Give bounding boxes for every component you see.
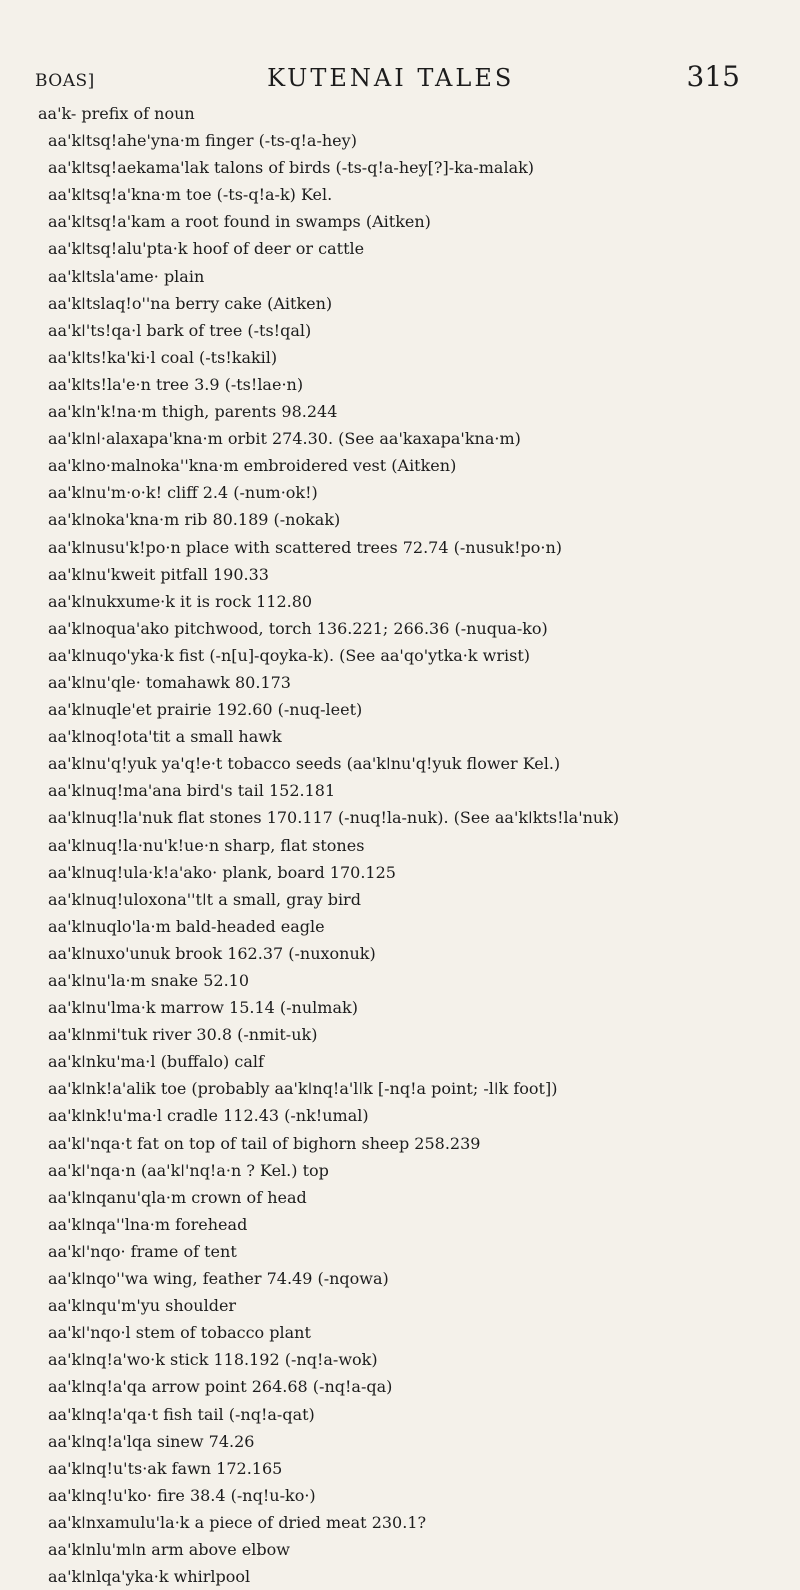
dictionary-entry: aa'kǀ'nqo·l stem of tobacco plant — [48, 1323, 311, 1343]
dictionary-entry: aa'kǀnu'q!yuk ya'q!e·t tobacco seeds (aa'kǀnu'q!yuk flower Kel.) — [48, 754, 561, 774]
dictionary-entry: aa'kǀtslaq!o''na berry cake (Aitken) — [48, 293, 333, 313]
dictionary-entry: aa'kǀ'nqa·t fat on top of tail of bighorn sheep 258.239 — [48, 1133, 481, 1153]
dictionary-entry: aa'kǀtsq!a'kam a root found in swamps (Aitken) — [48, 212, 431, 232]
dictionary-entry: aa'kǀnqa''lna·m forehead — [48, 1214, 248, 1234]
dictionary-entry: aa'kǀnuxo'unuk brook 162.37 (-nuxonuk) — [48, 943, 376, 963]
dictionary-entry: aa'kǀn'k!na·m thigh, parents 98.244 — [48, 402, 338, 422]
dictionary-entry: aa'kǀnuq!uloxona''tǀt a small, gray bird — [48, 889, 361, 909]
dictionary-entry: aa'kǀnq!a'wo·k stick 118.192 (-nq!a-wok) — [48, 1350, 378, 1370]
dictionary-entry: aa'kǀnk!u'ma·l cradle 112.43 (-nk!umal) — [48, 1106, 369, 1126]
dictionary-entry: aa'kǀnq!a'lqa sinew 74.26 — [48, 1431, 255, 1451]
dictionary-entry: aa'kǀnoqua'ako pitchwood, torch 136.221; 266.36 (-nuqua-ko) — [48, 618, 548, 638]
book-title: KUTENAI TALES — [267, 64, 515, 92]
author-label: BOAS] — [35, 71, 95, 91]
dictionary-entry: aa'kǀnu'qle· tomahawk 80.173 — [48, 672, 291, 692]
dictionary-entry: aa'kǀ'nqo· frame of tent — [48, 1241, 237, 1261]
dictionary-entry: aa'kǀtsq!ahe'yna·m finger (-ts-q!a-hey) — [48, 131, 357, 151]
dictionary-entry: aa'kǀtsq!a'kna·m toe (-ts-q!a-k) Kel. — [48, 185, 333, 205]
dictionary-entry: aa'kǀnu'lma·k marrow 15.14 (-nulmak) — [48, 998, 358, 1018]
dictionary-entry: aa'kǀnoq!ota'tit a small hawk — [48, 727, 282, 747]
dictionary-entry: aa'kǀno·malnoka''kna·m embroidered vest (Aitken) — [48, 456, 457, 476]
dictionary-entry: aa'k- prefix of noun — [38, 104, 195, 123]
dictionary-entry: aa'kǀnku'ma·l (buffalo) calf — [48, 1052, 264, 1072]
dictionary-entry: aa'kǀtsq!aekama'lak talons of birds (-ts-q!a-hey[?]-ka-malak) — [48, 158, 535, 178]
dictionary-entry: aa'kǀnqanu'qla·m crown of head — [48, 1187, 307, 1207]
dictionary-entry: aa'kǀtsq!alu'pta·k hoof of deer or cattle — [48, 239, 365, 259]
dictionary-entry: aa'kǀnuq!ula·k!a'ako· plank, board 170.125 — [48, 862, 396, 882]
dictionary-entry: aa'kǀnusu'k!po·n place with scattered trees 72.74 (-nusuk!po·n) — [48, 537, 563, 557]
dictionary-entry: aa'kǀnqo''wa wing, feather 74.49 (-nqowa) — [48, 1269, 389, 1289]
dictionary-entry: aa'kǀnuqlo'la·m bald-headed eagle — [48, 916, 325, 936]
dictionary-entry: aa'kǀnu'la·m snake 52.10 — [48, 971, 250, 990]
dictionary-entry: aa'kǀ'ts!qa·l bark of tree (-ts!qal) — [48, 320, 312, 340]
dictionary-entry: aa'kǀnxamulu'la·k a piece of dried meat 230.1? — [48, 1512, 427, 1532]
dictionary-entry: aa'kǀts!la'e·n tree 3.9 (-ts!lae·n) — [48, 374, 304, 394]
dictionary-entry: aa'kǀts!ka'ki·l coal (-ts!kakil) — [48, 347, 278, 367]
dictionary-entry: aa'kǀnu'm·o·k! cliff 2.4 (-num·ok!) — [48, 483, 318, 503]
dictionary-entry: aa'kǀnmi'tuk river 30.8 (-nmit-uk) — [48, 1025, 318, 1045]
dictionary-entry: aa'kǀnq!u'ts·ak fawn 172.165 — [48, 1458, 283, 1478]
dictionary-entry: aa'kǀnuq!la'nuk flat stones 170.117 (-nuq!la-nuk). (See aa'kǀkts!la'nuk) — [48, 808, 620, 828]
dictionary-entry: aa'kǀnuqo'yka·k fist (-n[u]-qoyka-k). (See aa'qo'ytka·k wrist) — [48, 645, 531, 665]
dictionary-entry: aa'kǀnoka'kna·m rib 80.189 (-nokak) — [48, 510, 341, 530]
dictionary-entry: aa'kǀnq!u'ko· fire 38.4 (-nq!u-ko·) — [48, 1485, 316, 1505]
page-number: 315 — [686, 60, 740, 93]
dictionary-entry: aa'kǀnuqle'et prairie 192.60 (-nuq-leet) — [48, 700, 363, 720]
dictionary-entry: aa'kǀnk!a'alik toe (probably aa'kǀnq!a'lǀk [-nq!a point; -lǀk foot]) — [48, 1079, 558, 1099]
running-header — [35, 60, 740, 93]
dictionary-entry: aa'kǀnuq!la·nu'k!ue·n sharp, flat stones — [48, 835, 365, 855]
dictionary-entry: aa'kǀnu'kweit pitfall 190.33 — [48, 564, 269, 584]
dictionary-entry: aa'kǀnlu'mǀn arm above elbow — [48, 1539, 290, 1559]
dictionary-entry: aa'kǀnqu'm'yu shoulder — [48, 1296, 237, 1316]
dictionary-entry: aa'kǀ'nqa·n (aa'kǀ'nq!a·n ? Kel.) top — [48, 1160, 329, 1180]
dictionary-entry: aa'kǀnuq!ma'ana bird's tail 152.181 — [48, 781, 336, 801]
dictionary-entry: aa'kǀnlqa'yka·k whirlpool — [48, 1567, 251, 1587]
dictionary-entry: aa'kǀnq!a'qa arrow point 264.68 (-nq!a-qa) — [48, 1377, 393, 1397]
dictionary-entry: aa'kǀtsla'ame· plain — [48, 266, 205, 286]
dictionary-entry: aa'kǀnǀ·alaxapa'kna·m orbit 274.30. (See aa'kaxapa'kna·m) — [48, 429, 521, 449]
entry-list — [38, 100, 750, 1590]
dictionary-entry: aa'kǀnq!a'qa·t fish tail (-nq!a-qat) — [48, 1404, 315, 1424]
dictionary-entry: aa'kǀnukxume·k it is rock 112.80 — [48, 591, 313, 611]
